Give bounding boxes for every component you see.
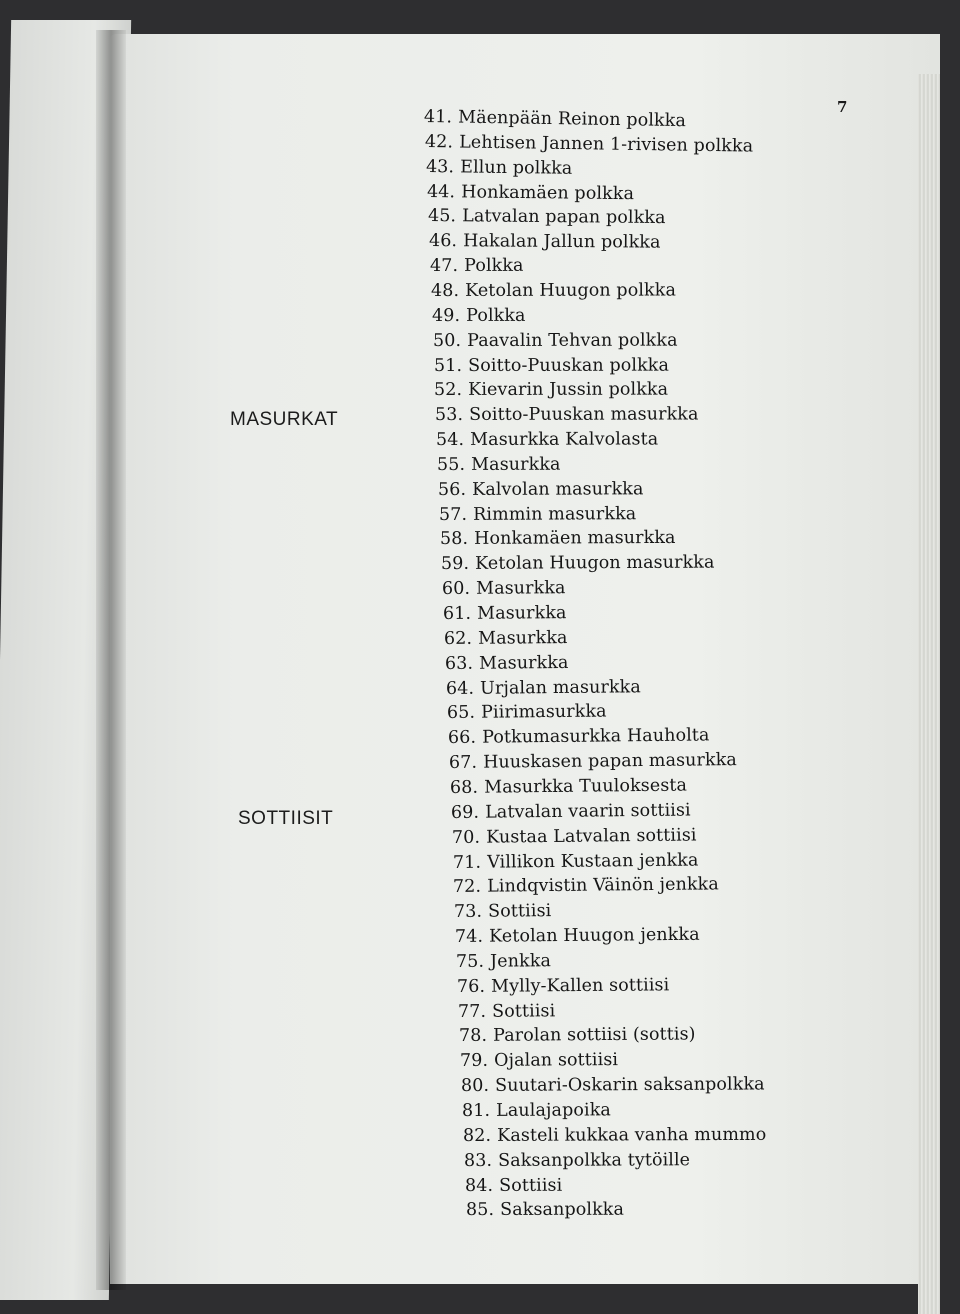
toc-entry <box>450 775 687 797</box>
toc-entry <box>435 405 699 426</box>
page-edge <box>918 74 940 1314</box>
toc-entry-number: 58. <box>440 529 469 550</box>
toc-entry-title: Huuskasen papan masurkka <box>482 750 737 773</box>
toc-entry-title: Potkumasurkka Hauholta <box>481 725 710 748</box>
toc-entry-title: Polkka <box>465 305 526 326</box>
toc-entry-title: Piirimasurkka <box>480 701 607 724</box>
toc-entry-number: 69. <box>450 802 479 823</box>
toc-entry <box>456 951 551 972</box>
toc-entry-title: Urjalan masurkka <box>479 676 641 699</box>
toc-entry <box>431 280 676 301</box>
toc-entry-number: 60. <box>441 578 471 600</box>
toc-entry-title: Ellun polkka <box>459 157 573 179</box>
toc-entry-number: 54. <box>436 429 465 451</box>
toc-entry-title: Paavalin Tehvan polkka <box>466 330 678 351</box>
toc-entry-title: Suutari-Oskarin saksanpolkka <box>495 1074 765 1096</box>
toc-entry-title: Latvalan papan polkka <box>461 206 666 229</box>
toc-entry-number: 62. <box>443 628 473 649</box>
toc-entry <box>459 1025 696 1047</box>
toc-entry-title: Saksanpolkka <box>499 1200 624 1221</box>
toc-entry-title: Rimmin masurkka <box>473 503 637 525</box>
toc-entry <box>428 206 666 228</box>
toc-entry-title: Soitto-Puuskan masurkka <box>469 404 699 426</box>
toc-entry-number: 45. <box>427 206 457 227</box>
toc-entry <box>448 726 710 749</box>
toc-entry-number: 72. <box>453 877 482 898</box>
toc-entry <box>441 553 715 574</box>
toc-entry <box>461 1075 765 1097</box>
toc-entry-title: Masurkka <box>476 578 566 599</box>
toc-entry-title: Masurkka <box>478 652 569 674</box>
toc-entry-number: 47. <box>429 256 458 277</box>
toc-entry-number: 53. <box>435 405 464 426</box>
toc-entry-title: Parolan sottiisi (sottis) <box>493 1024 696 1047</box>
toc-entry-title: Mäenpään Reinon polkka <box>457 107 687 132</box>
toc-entry-number: 50. <box>432 330 461 351</box>
toc-entry-number: 44. <box>426 181 456 202</box>
toc-entry-number: 82. <box>462 1125 492 1146</box>
toc-entry <box>455 925 700 947</box>
toc-entry <box>436 430 658 451</box>
toc-entry-number: 63. <box>444 653 474 674</box>
toc-entry <box>433 330 678 350</box>
toc-entry-title: Masurkka Tuuloksesta <box>483 775 687 798</box>
page-number: 7 <box>837 98 848 116</box>
section-heading-masurkat: MASURKAT <box>230 409 339 430</box>
toc-entry <box>424 107 686 131</box>
toc-entry-number: 76. <box>457 976 486 997</box>
toc-entry-title: Jenkka <box>490 951 552 972</box>
toc-entry-number: 57. <box>439 504 468 525</box>
toc-entry-number: 65. <box>446 703 476 724</box>
toc-entry-title: Masurkka <box>478 627 568 649</box>
toc-entry-number: 80. <box>460 1075 490 1097</box>
toc-entry <box>434 380 668 400</box>
toc-entry-number: 49. <box>431 305 460 326</box>
toc-entry-title: Ketolan Huugon jenkka <box>489 924 701 947</box>
toc-entry <box>451 825 696 848</box>
toc-entry-number: 75. <box>456 951 485 972</box>
toc-entry-title: Soitto-Puuskan polkka <box>467 355 669 376</box>
toc-entry-title: Kievarin Jussin polkka <box>468 379 669 401</box>
toc-entry-number: 85. <box>465 1200 494 1221</box>
toc-entry-number: 42. <box>424 131 454 153</box>
toc-entry-title: Ojalan sottiisi <box>494 1050 619 1072</box>
toc-entry-number: 74. <box>455 926 484 948</box>
toc-entry <box>430 256 524 276</box>
toc-entry-number: 84. <box>464 1175 494 1196</box>
toc-entry <box>447 702 607 724</box>
toc-entry-title: Kalvolan masurkka <box>472 479 644 500</box>
toc-entry <box>439 504 636 525</box>
toc-entry-number: 48. <box>430 280 459 301</box>
toc-entry-title: Ketolan Huugon masurkka <box>475 552 715 575</box>
toc-entry-number: 64. <box>445 678 475 699</box>
toc-entry-title: Sottiisi <box>492 1000 556 1022</box>
toc-entry-title: Sottiisi <box>498 1175 563 1196</box>
toc-entry <box>446 677 641 699</box>
toc-entry-number: 67. <box>448 752 477 774</box>
toc-entry-number: 73. <box>454 901 483 923</box>
toc-entry-number: 77. <box>458 1001 487 1022</box>
toc-entry <box>449 750 737 773</box>
toc-entry-number: 81. <box>461 1100 491 1121</box>
toc-entry <box>433 355 668 375</box>
toc-entry <box>438 479 644 500</box>
toc-entry <box>464 1150 690 1171</box>
toc-entry-title: Lindqvistin Väinön jenkka <box>487 874 720 898</box>
toc-entry-number: 43. <box>425 156 455 178</box>
toc-entry-title: Latvalan vaarin sottiisi <box>484 800 691 823</box>
toc-entry-number: 52. <box>434 380 463 401</box>
toc-entry-title: Villikon Kustaan jenkka <box>486 849 699 873</box>
toc-entry-title: Lehtisen Jannen 1-rivisen polkka <box>458 132 754 157</box>
toc-entry <box>443 603 567 624</box>
toc-entry <box>445 653 569 674</box>
toc-entry-title: Ketolan Huugon polkka <box>464 280 676 301</box>
toc-entry-title: Masurkka Kalvolasta <box>470 429 659 450</box>
toc-entry <box>429 231 661 253</box>
toc-entry <box>454 901 551 922</box>
toc-entry-title: Honkamäen polkka <box>460 181 634 204</box>
toc-entry-number: 79. <box>460 1051 489 1072</box>
toc-entry <box>465 1175 562 1195</box>
toc-entry <box>444 628 568 649</box>
toc-entry <box>462 1100 611 1121</box>
toc-entry-number: 68. <box>449 777 478 798</box>
toc-entry-title: Hakalan Jallun polkka <box>462 231 661 253</box>
toc-entry <box>450 800 690 823</box>
toc-entry-number: 66. <box>447 727 476 749</box>
toc-entry-title: Mylly-Kallen sottiisi <box>491 975 670 997</box>
toc-entry-number: 59. <box>441 554 470 575</box>
toc-entry <box>426 157 573 179</box>
toc-entry <box>466 1200 624 1220</box>
toc-entry-title: Kustaa Latvalan sottiisi <box>485 825 697 848</box>
toc-entry <box>460 1050 618 1071</box>
toc-entry <box>457 975 669 997</box>
book-gutter <box>96 30 126 1290</box>
toc-entry-title: Laulajapoika <box>496 1100 611 1121</box>
toc-entry-number: 70. <box>451 827 480 848</box>
toc-entry-number: 61. <box>442 603 472 624</box>
section-heading-sottiisit: SOTTIISIT <box>238 808 334 829</box>
toc-entry-number: 41. <box>423 107 453 128</box>
toc-entry <box>432 306 526 326</box>
toc-entry-title: Kasteli kukkaa vanha mummo <box>497 1124 767 1146</box>
toc-entry <box>427 182 634 204</box>
toc-entry-number: 56. <box>438 479 467 500</box>
toc-entry-number: 83. <box>463 1150 493 1171</box>
toc-entry-title: Polkka <box>463 255 524 277</box>
toc-entry <box>437 455 561 475</box>
toc-entry <box>452 850 698 873</box>
toc-entry-number: 46. <box>428 231 457 252</box>
toc-entry <box>458 1001 555 1022</box>
toc-entry <box>442 578 566 599</box>
toc-entry-title: Saksanpolkka tytöille <box>497 1149 691 1171</box>
toc-entry-title: Masurkka <box>471 454 561 475</box>
toc-entry-number: 71. <box>452 852 481 873</box>
toc-entry <box>440 528 676 549</box>
toc-entry-number: 51. <box>433 355 462 376</box>
toc-entry-number: 55. <box>437 454 466 475</box>
toc-entry <box>453 875 719 898</box>
toc-entry <box>463 1125 766 1146</box>
toc-entry-number: 78. <box>459 1026 488 1047</box>
toc-entry-title: Honkamäen masurkka <box>474 528 676 550</box>
toc-entry-title: Masurkka <box>477 603 567 624</box>
toc-entry-title: Sottiisi <box>488 901 552 922</box>
